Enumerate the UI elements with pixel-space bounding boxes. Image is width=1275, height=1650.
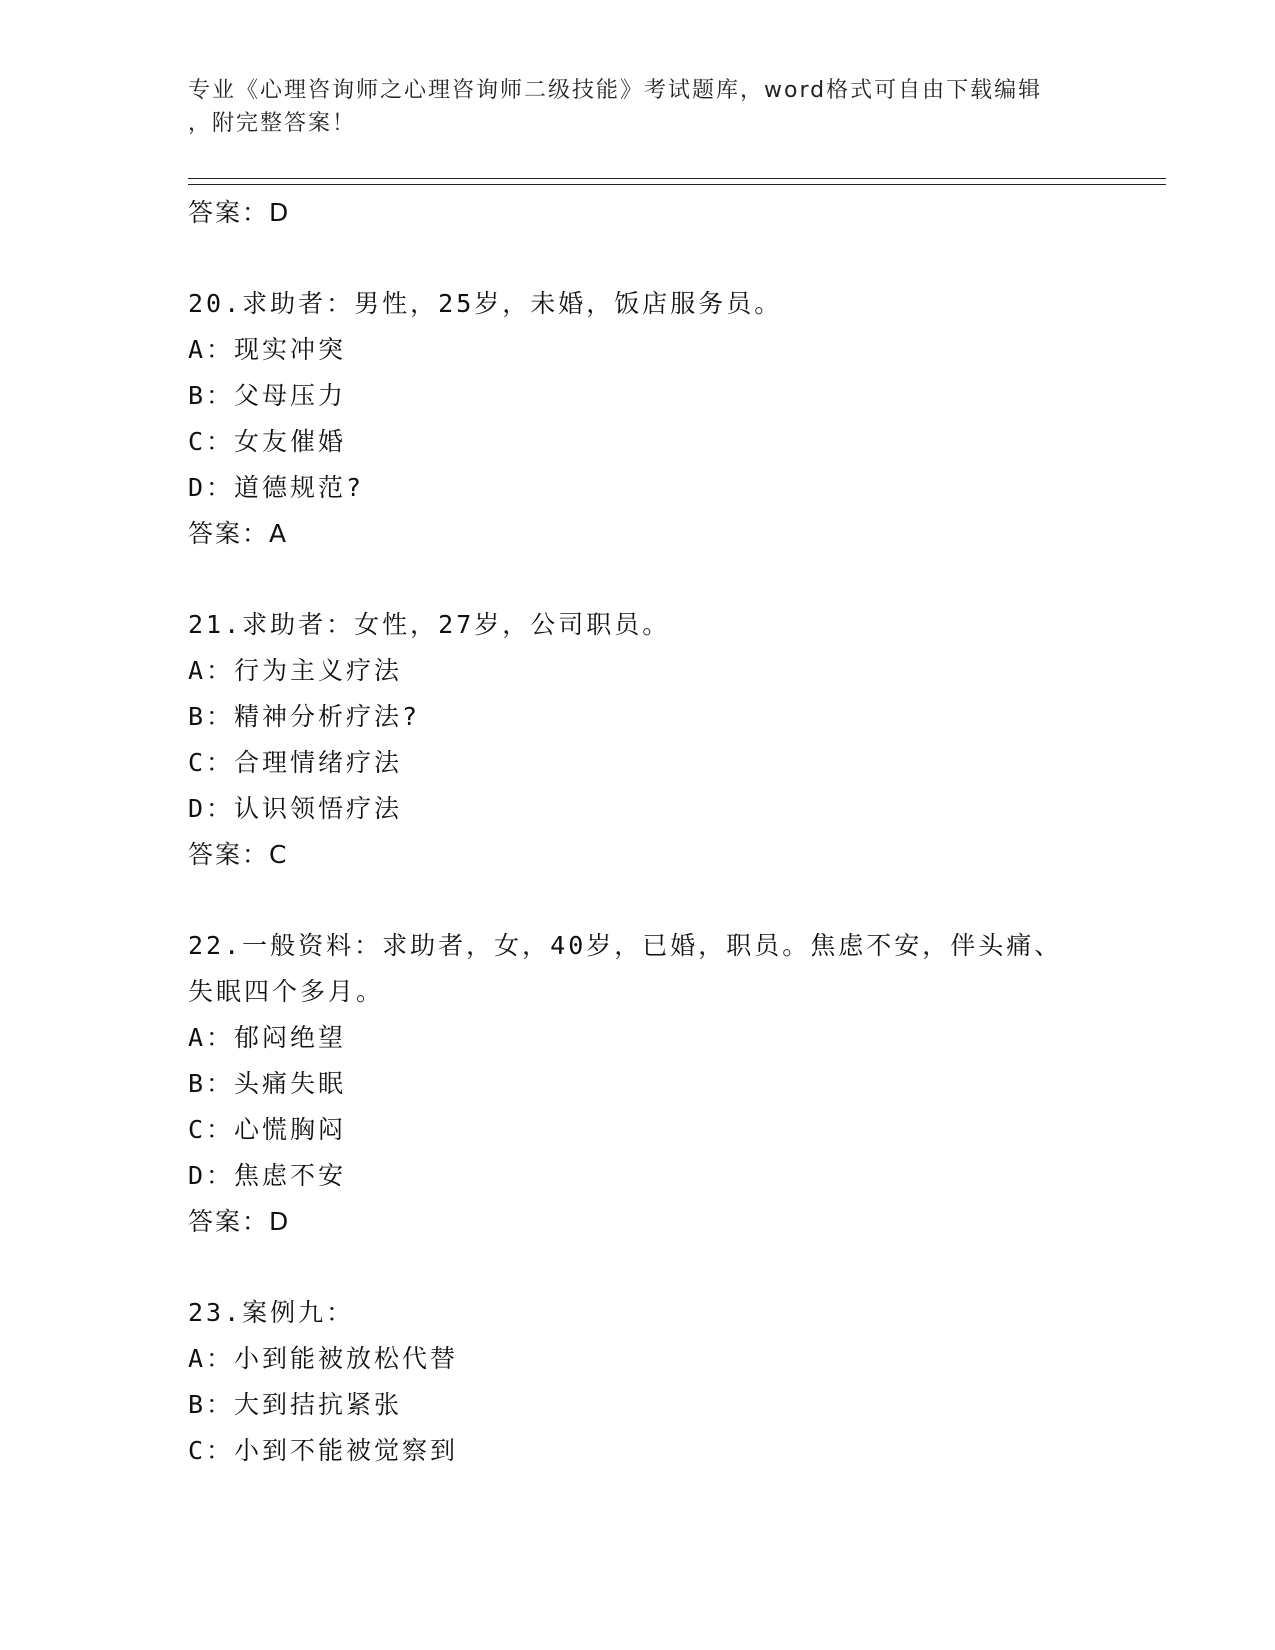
option-d: D：焦虑不安: [188, 1161, 347, 1190]
header-divider: [188, 178, 1166, 185]
question-stem: 23.案例九：: [188, 1298, 355, 1327]
question-stem-continued: 失眠四个多月。: [188, 977, 385, 1006]
header-line-2: ，附完整答案！: [188, 111, 357, 136]
question-block: [188, 1290, 1168, 1474]
document-header: [188, 74, 1088, 140]
spacer: [188, 236, 1168, 281]
option-b: B：大到拮抗紧张: [188, 1390, 403, 1419]
header-line-1: 专业《心理咨询师之心理咨询师二级技能》考试题库，word格式可自由下载编辑: [188, 78, 1043, 103]
question-block: [188, 602, 1168, 878]
spacer: [188, 557, 1168, 602]
option-b: B：父母压力: [188, 381, 347, 410]
answer-line: 答案：C: [188, 840, 289, 869]
question-stem: 22.一般资料：求助者，女，40岁，已婚，职员。焦虑不安，伴头痛、: [188, 931, 1063, 960]
question-block: [188, 281, 1168, 557]
option-c: C：小到不能被觉察到: [188, 1436, 459, 1465]
answer-line: 答案：D: [188, 1207, 291, 1236]
option-a: A：郁闷绝望: [188, 1023, 347, 1052]
option-b: B：精神分析疗法?: [188, 702, 421, 731]
question-list: [188, 190, 1168, 1474]
answer-line: 答案：A: [188, 519, 289, 548]
option-c: C：合理情绪疗法: [188, 748, 403, 777]
option-c: C：心慌胸闷: [188, 1115, 347, 1144]
previous-answer: 答案：D: [188, 198, 291, 227]
option-a: A：现实冲突: [188, 335, 347, 364]
question-stem: 20.求助者：男性，25岁，未婚，饭店服务员。: [188, 289, 783, 318]
option-b: B：头痛失眠: [188, 1069, 347, 1098]
option-c: C：女友催婚: [188, 427, 347, 456]
option-d: D：认识领悟疗法: [188, 794, 403, 823]
spacer: [188, 1245, 1168, 1290]
option-a: A：行为主义疗法: [188, 656, 403, 685]
option-a: A：小到能被放松代替: [188, 1344, 459, 1373]
question-stem: 21.求助者：女性，27岁，公司职员。: [188, 610, 671, 639]
option-d: D：道德规范?: [188, 473, 365, 502]
question-block: [188, 923, 1168, 1245]
spacer: [188, 878, 1168, 923]
